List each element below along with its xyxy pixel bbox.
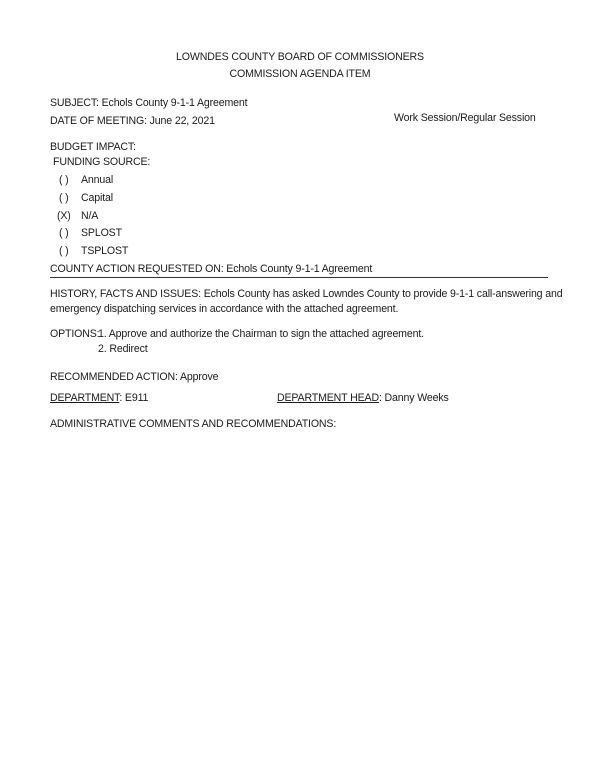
department-value: : E911 — [119, 392, 149, 404]
funding-option-mark: ( ) — [59, 174, 69, 186]
options-label: OPTIONS: — [50, 328, 100, 340]
funding-option-mark: ( ) — [59, 192, 69, 204]
session-type: Work Session/Regular Session — [394, 112, 536, 124]
subject: SUBJECT: Echols County 9-1-1 Agreement — [50, 97, 248, 109]
county-action-requested: COUNTY ACTION REQUESTED ON: Echols County 9-1-1 Agreement — [50, 263, 373, 275]
funding-source: FUNDING SOURCE: — [53, 156, 151, 168]
department-head-value: : Danny Weeks — [378, 392, 449, 404]
history-line-2: emergency dispatching services in accordance with the attached agreement. — [50, 303, 399, 315]
administrative-comments: ADMINISTRATIVE COMMENTS AND RECOMMENDATIONS: — [50, 418, 337, 430]
funding-option-label: SPLOST — [81, 227, 122, 239]
department — [50, 392, 148, 405]
document-title: LOWNDES COUNTY BOARD OF COMMISSIONERS — [176, 51, 424, 63]
section-divider — [50, 277, 548, 278]
document-subtitle: COMMISSION AGENDA ITEM — [229, 68, 371, 80]
history-line-1: HISTORY, FACTS AND ISSUES: Echols County has asked Lowndes County to provide 9-1-1 call-answering and — [50, 288, 563, 300]
department-head — [277, 392, 449, 405]
department-head-label: DEPARTMENT HEAD — [277, 392, 379, 404]
date-of-meeting: DATE OF MEETING: June 22, 2021 — [50, 115, 215, 127]
recommended-action: RECOMMENDED ACTION: Approve — [50, 371, 219, 383]
option-1: 1. Approve and authorize the Chairman to sign the attached agreement. — [98, 328, 424, 340]
budget-impact: BUDGET IMPACT: — [50, 141, 136, 153]
funding-option-mark: ( ) — [59, 227, 69, 239]
department-label: DEPARTMENT — [50, 392, 120, 404]
funding-option-label: N/A — [81, 210, 99, 222]
option-2: 2. Redirect — [98, 343, 148, 355]
funding-option-label: Capital — [81, 192, 113, 204]
funding-option-mark: (X) — [57, 210, 71, 222]
funding-option-label: TSPLOST — [81, 245, 129, 257]
funding-option-mark: ( ) — [59, 245, 69, 257]
funding-option-label: Annual — [81, 174, 114, 186]
